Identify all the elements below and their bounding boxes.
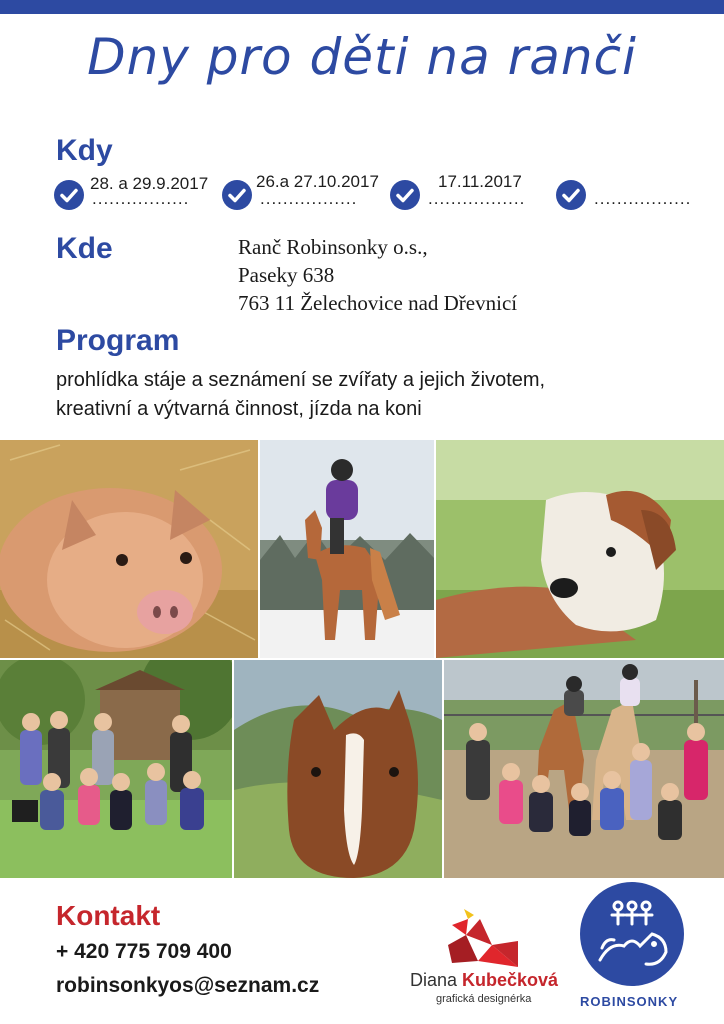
check-icon bbox=[556, 180, 586, 210]
check-icon bbox=[222, 180, 252, 210]
kde-heading: Kde bbox=[56, 232, 113, 265]
children-group-photo bbox=[0, 660, 232, 878]
designer-last-name: Kubečková bbox=[462, 970, 559, 990]
top-bar bbox=[0, 0, 724, 14]
robinsonky-logo bbox=[580, 882, 684, 986]
program-line: kreativní a výtvarná činnost, jízda na koni bbox=[56, 398, 422, 420]
horse-rider-photo bbox=[260, 440, 434, 658]
origami-bird-icon bbox=[408, 905, 558, 969]
designer-subtitle: grafická designérka bbox=[436, 993, 532, 1005]
page-title: Dny pro děti na ranči bbox=[87, 28, 637, 86]
address-line: Ranč Robinsonky o.s., bbox=[238, 235, 428, 259]
date-dots: ................. bbox=[428, 189, 526, 208]
kdy-heading: Kdy bbox=[56, 134, 113, 167]
date-label: 28. a 29.9.2017 bbox=[90, 174, 209, 193]
contact-email: robinsonkyos@seznam.cz bbox=[56, 974, 320, 997]
check-icon bbox=[390, 180, 420, 210]
date-label: 17.11.2017 bbox=[438, 172, 522, 191]
program-line: prohlídka stáje a seznámení se zvířaty a jejich životem, bbox=[56, 369, 546, 391]
date-dots: ................. bbox=[260, 189, 358, 208]
check-icon bbox=[54, 180, 84, 210]
date-dots: ................. bbox=[594, 189, 692, 208]
robinsonky-wordmark: ROBINSONKY bbox=[580, 994, 679, 1009]
contact-heading: Kontakt bbox=[56, 900, 161, 931]
date-dots: ................. bbox=[92, 189, 190, 208]
address-line: Paseky 638 bbox=[238, 263, 335, 287]
date-label: 26.a 27.10.2017 bbox=[256, 172, 379, 191]
dog-photo bbox=[436, 440, 724, 658]
address-line: 763 11 Želechovice nad Dřevnicí bbox=[238, 291, 518, 315]
riding-group-photo bbox=[444, 660, 724, 878]
program-heading: Program bbox=[56, 324, 180, 357]
designer-first-name: Diana bbox=[410, 970, 463, 990]
pig-photo bbox=[0, 440, 258, 658]
address bbox=[238, 233, 517, 317]
program-description bbox=[56, 366, 545, 424]
contact-phone: + 420 775 709 400 bbox=[56, 940, 232, 963]
designer-name bbox=[410, 970, 558, 991]
horse-head-photo bbox=[234, 660, 442, 878]
kids-horse-icon bbox=[580, 882, 684, 986]
